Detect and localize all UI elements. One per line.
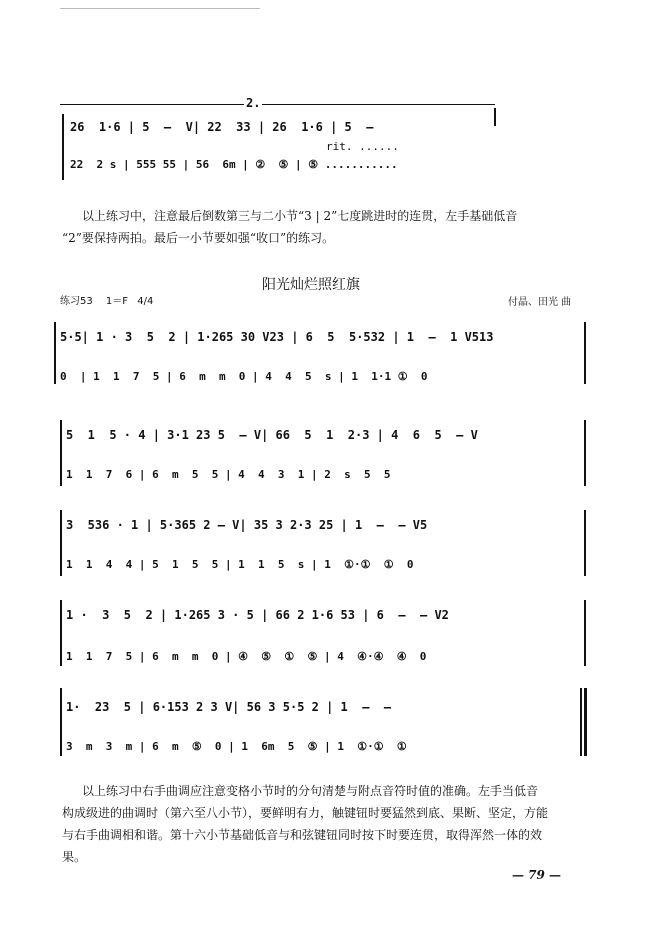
paragraph-2-line-4: 果。 [62, 850, 87, 864]
top-lower-staff: 22 2 s | 555 55 | 56 6m | ② ⑤ | ⑤ ........... [70, 158, 398, 171]
system-5-bracket [60, 688, 62, 756]
system-2-lower: 1 1 7 6 | 6 m 5 5 | 4 4 3 1 | 2 s 5 5 [66, 468, 391, 481]
system-3-end-bar [584, 510, 586, 576]
key-signature: 1＝F [105, 296, 129, 307]
top-system-right-bar [494, 108, 496, 126]
top-rit-marking: rit. ...... [326, 140, 399, 153]
volta-label: 2. [246, 96, 261, 110]
system-5-lower: 3 m 3 m | 6 m ⑤ 0 | 1 6m 5 ⑤ | 1 ①·① ① [66, 740, 407, 753]
paragraph-1-line-2: “2”要保持两拍。最后一小节要如强“收口”的练习。 [62, 231, 335, 245]
system-1-upper: 5·5| 1 · 3 5 2 | 1·265 30 V23 | 6 5 5·532 | 1 — 1 V513 [60, 330, 494, 344]
exercise-label: 练习53 [60, 296, 93, 307]
system-4-lower: 1 1 7 5 | 6 m m 0 | ④ ⑤ ① ⑤ | 4 ④·④ ④ 0 [66, 650, 427, 663]
system-5-final-bar-thin [580, 688, 582, 756]
system-3-upper: 3 536 · 1 | 5·365 2 — V| 35 3 2·3 25 | 1 — — V5 [66, 518, 428, 532]
system-1-lower: 0 | 1 1 7 5 | 6 m m 0 | 4 4 5 s | 1 1·1 ① 0 [60, 370, 428, 383]
exercise-number [60, 292, 153, 307]
page-number: — 79 — [512, 868, 562, 882]
paragraph-2-line-3: 与右手曲调相和谐。第十六小节基础低音与和弦键钮同时按下时要连贯，取得浑然一体的效 [62, 828, 543, 842]
time-signature: 4/4 [137, 296, 154, 307]
paragraph-2 [62, 780, 582, 868]
top-margin-rule [60, 8, 260, 9]
system-2-upper: 5 1 5 · 4 | 3·1 23 5 — V| 66 5 1 2·3 | 4 6 5 — V [66, 428, 478, 442]
system-4-upper: 1 · 3 5 2 | 1·265 3 · 5 | 66 2 1·6 53 | 6 — — V2 [66, 608, 449, 622]
top-system-left-bar [62, 114, 64, 180]
system-3-lower: 1 1 4 4 | 5 1 5 5 | 1 1 5 s | 1 ①·① ① 0 [66, 558, 414, 571]
system-4-end-bar [584, 600, 586, 666]
system-4-bracket [60, 600, 62, 666]
system-1-bracket [54, 322, 56, 384]
piece-title: 阳光灿烂照红旗 [262, 277, 360, 293]
top-upper-staff: 26 1·6 | 5 — V| 22 33 | 26 1·6 | 5 — [70, 120, 374, 134]
system-1-end-bar [584, 322, 586, 384]
paragraph-2-line-2: 构成级进的曲调时（第六至八小节），要鲜明有力，触键钮时要猛然到底、果断、坚定，方能 [62, 806, 549, 820]
system-5-upper: 1· 23 5 | 6·153 2 3 V| 56 3 5·5 2 | 1 — — [66, 700, 392, 714]
paragraph-1-line-1: 以上练习中，注意最后倒数第三与二小节“3 | 2”七度跳进时的连贯，左手基础低音 [82, 209, 518, 223]
system-2-end-bar [584, 420, 586, 486]
system-3-bracket [60, 510, 62, 576]
paragraph-1 [62, 205, 582, 249]
system-5-final-bar-thick [584, 688, 587, 756]
volta-bracket [60, 104, 495, 105]
composer-credit: 付晶、田光 曲 [508, 297, 572, 308]
paragraph-2-line-1: 以上练习中右手曲调应注意变格小节时的分句清楚与附点音符时值的准确。左手当低音 [82, 784, 539, 798]
system-2-bracket [60, 420, 62, 486]
